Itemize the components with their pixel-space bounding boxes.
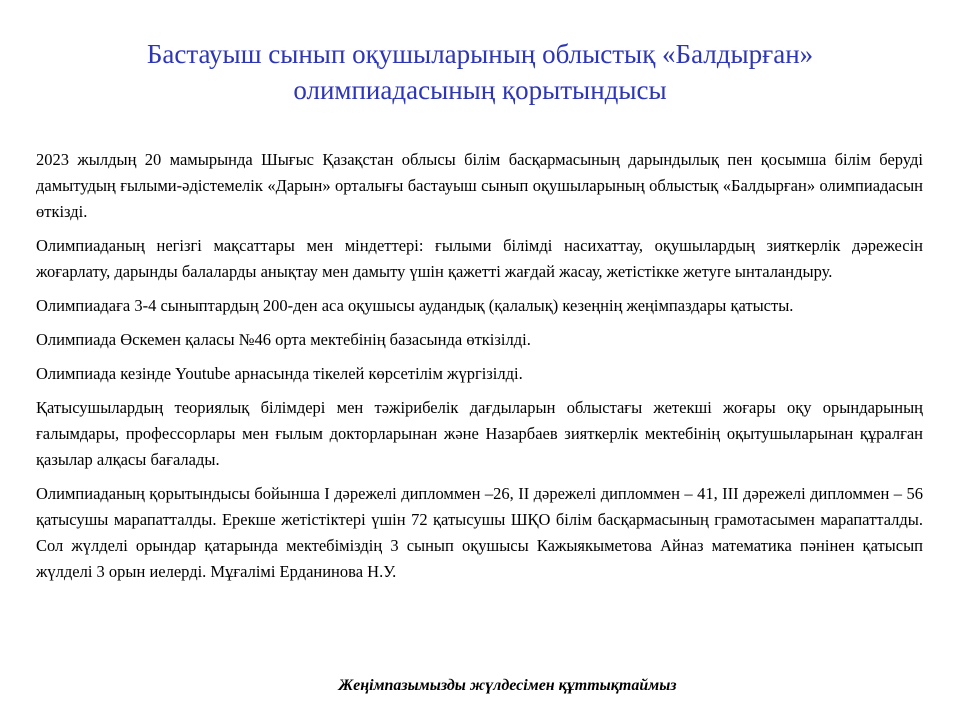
paragraph-broadcast: Олимпиада кезінде Youtube арнасында тікелей көрсетілім жүргізілді. xyxy=(36,364,523,383)
paragraph-goals: Олимпиаданың негізгі мақсаттары мен міндеттері: ғылыми білімді насихаттау, оқушылардың зияткерлік дәрежесін жоғарлату, дарынды балаларды анықтау мен дамыту үшін қажетті жағдай жасау, жетістікке жетуге ынталандыру. xyxy=(36,236,923,281)
paragraph-participants: Олимпиадаға 3-4 сыныптардың 200-ден аса оқушысы аудандық (қалалық) кезеңнің жеңімпаздары қатысты. xyxy=(36,296,794,315)
page-title xyxy=(40,36,920,108)
paragraph-venue: Олимпиада Өскемен қаласы №46 орта мектебінің базасында өткізілді. xyxy=(36,330,531,349)
paragraph-results: Олимпиаданың қорытындысы бойынша I дәрежелі дипломмен –26, II дәрежелі дипломмен – 41, III дәрежелі дипломмен – 56 қатысушы марапатталды. Ерекше жетістіктері үшін 72 қатысушы ШҚО білім басқармасының грамотасымен марапатталды. Сол жүлделі орындар қатарында мектебіміздің 3 сынып оқушысы Кажыякыметова Айназ математика пәнінен қатысып жүлделі 3 орын иелерді. Мұғалімі Ерданинова Н.У. xyxy=(36,484,923,581)
title-line-2: олимпиадасының қорытындысы xyxy=(293,75,667,105)
article-body xyxy=(36,147,923,593)
footer-text: Жеңімпазымызды жүлдесімен құттықтаймыз xyxy=(338,677,677,694)
title-line-1: Бастауыш сынып оқушыларының облыстық «Балдырған» xyxy=(146,39,814,69)
paragraph-date-event: 2023 жылдың 20 мамырында Шығыс Қазақстан облысы білім басқармасының дарындылық пен қосымша білім беруді дамытудың ғылыми-әдістемелік «Дарын» орталығы бастауыш сынып оқушыларының облыстық «Балдырған» олимпиадасын өткізді. xyxy=(36,150,923,221)
congratulations-footer xyxy=(0,677,960,695)
paragraph-jury: Қатысушылардың теориялық білімдері мен тәжірибелік дағдыларын облыстағы жетекші жоғары оқу орындарының ғалымдары, профессорлары мен ғылым докторларынан және Назарбаев зияткерлік мектебінің оқытушыларынан құралған қазылар алқасы бағалады. xyxy=(36,398,923,469)
